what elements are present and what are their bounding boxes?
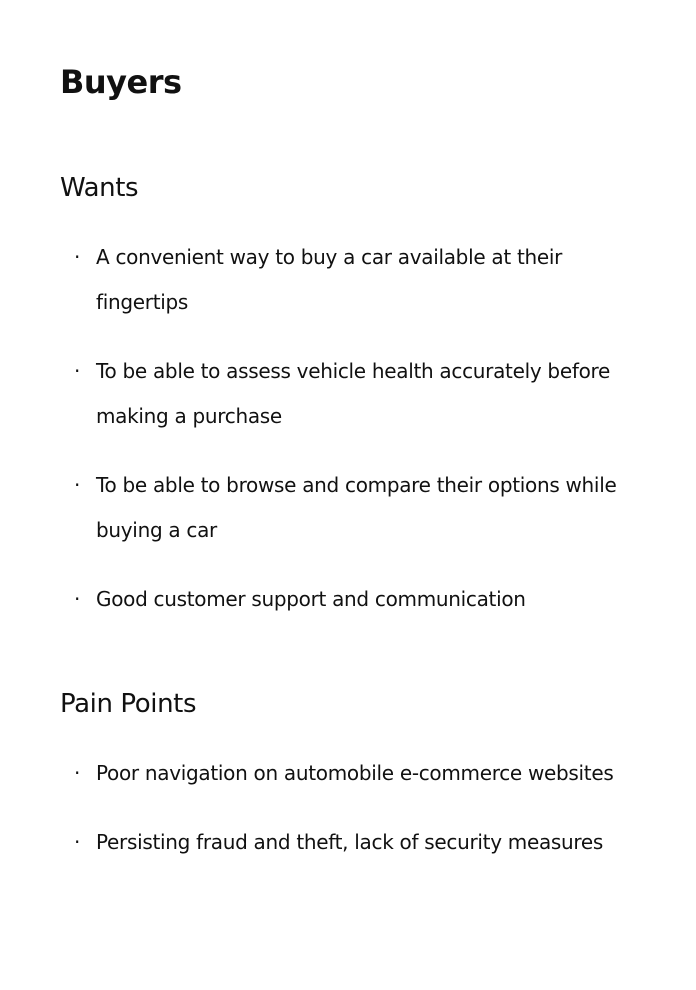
- bullet-dot-icon: ·: [74, 830, 81, 854]
- list-item-text: A convenient way to buy a car available at their fingertips: [96, 245, 563, 314]
- list-item: [60, 235, 660, 325]
- list-item-text: Good customer support and communication: [96, 587, 526, 611]
- bullet-dot-icon: ·: [74, 245, 81, 269]
- list-item-text: To be able to assess vehicle health accurately before making a purchase: [96, 359, 610, 428]
- pain-points-heading: Pain Points: [60, 689, 197, 719]
- bullet-dot-icon: ·: [74, 587, 81, 611]
- list-item-text: Persisting fraud and theft, lack of security measures: [96, 830, 604, 854]
- pain-points-list: [60, 751, 660, 865]
- wants-heading: Wants: [60, 173, 139, 203]
- bullet-dot-icon: ·: [74, 761, 81, 785]
- list-item-text: Poor navigation on automobile e-commerce websites: [96, 761, 614, 785]
- bullet-dot-icon: ·: [74, 473, 81, 497]
- list-item: [60, 751, 660, 796]
- bullet-dot-icon: ·: [74, 359, 81, 383]
- list-item: [60, 349, 660, 439]
- list-item-text: To be able to browse and compare their options while buying a car: [96, 473, 617, 542]
- list-item: [60, 820, 660, 865]
- wants-list: [60, 235, 660, 622]
- page-title: Buyers: [60, 63, 182, 101]
- list-item: [60, 577, 660, 622]
- list-item: [60, 463, 660, 553]
